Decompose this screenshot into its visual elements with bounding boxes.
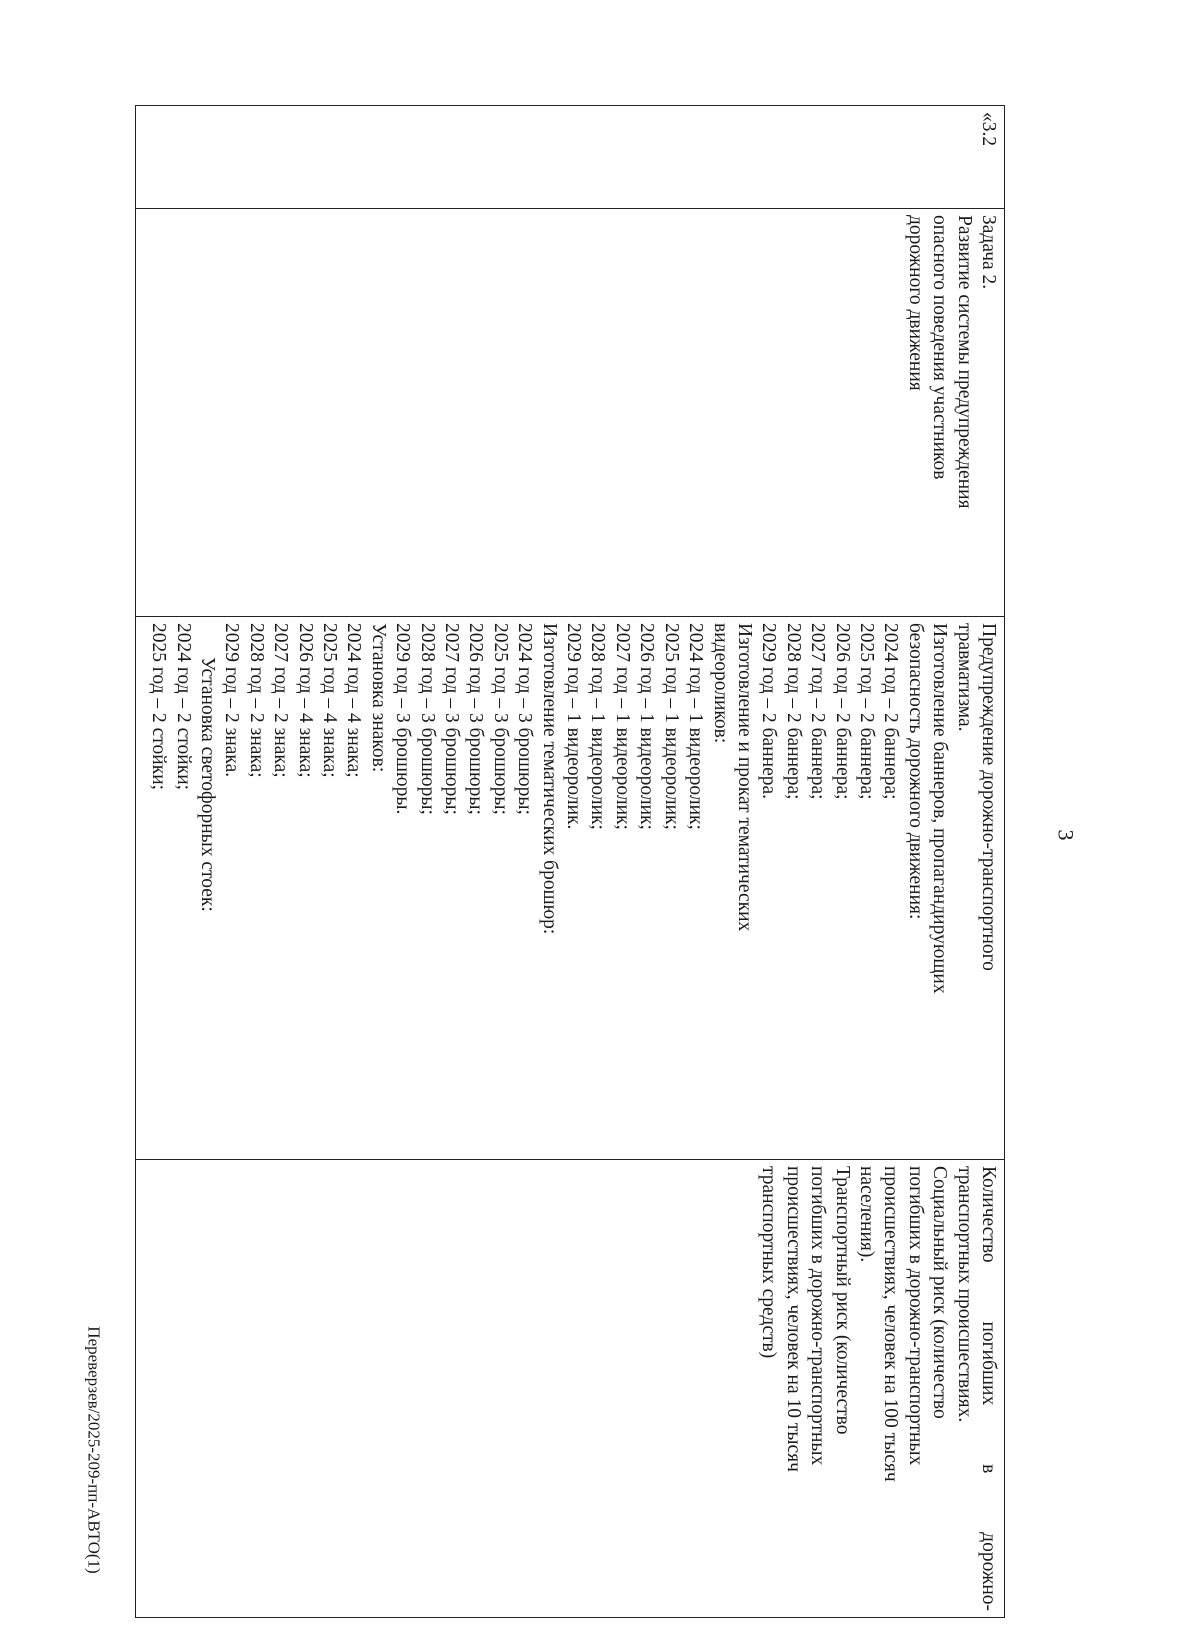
measure-line: 2024 год – 4 знака; (343, 623, 365, 778)
rotated-table-wrapper (135, 105, 1005, 1611)
measure-line: Изготовление и прокат тематических (733, 623, 755, 932)
measure-line: 2026 год – 2 баннера; (831, 623, 853, 800)
measure-line: 2024 год – 3 брошюры; (514, 623, 536, 815)
task-cell (136, 209, 1005, 617)
measure-line: Изготовление баннеров, пропагандирующих (929, 623, 951, 994)
measures-cell (136, 617, 1005, 1160)
indicator-line: населения). (855, 1166, 877, 1263)
row-number-cell (136, 106, 1005, 209)
measure-line: 2025 год – 1 видеоролик; (660, 623, 682, 830)
indicator-line: Транспортный риск (количество (831, 1166, 853, 1435)
measure-line: 2029 год – 1 видеоролик. (563, 623, 585, 830)
measure-line: Изготовление тематических брошюр: (538, 623, 560, 935)
task-line: опасного поведения участников (929, 215, 951, 480)
measure-line: 2028 год – 3 брошюры; (416, 623, 438, 815)
measure-line: 2025 год – 2 стойки; (148, 623, 170, 791)
measure-line: 2028 год – 1 видеоролик; (587, 623, 609, 830)
measure-line: 2028 год – 2 баннера; (782, 623, 804, 800)
page-number: 3 (1053, 829, 1079, 841)
measure-line: 2027 год – 2 знака; (270, 623, 292, 778)
measure-line: 2029 год – 2 знака. (221, 623, 243, 778)
measure-line: Установка знаков: (367, 623, 389, 773)
document-code: Переверзев/2025-209-пп-АВТО(1) (84, 1326, 104, 1574)
indicator-line: транспортных происшествиях. (953, 1166, 975, 1423)
indicator-line: погибших в дорожно-транспортных (807, 1166, 829, 1466)
measure-line: Установка светофорных стоек: (197, 657, 218, 912)
measure-line: 2026 год – 3 брошюры; (465, 623, 487, 815)
row-number: «3.2 (978, 112, 999, 147)
indicator-line: погибших в дорожно-транспортных (904, 1166, 926, 1466)
measure-line: 2027 год – 2 баннера; (807, 623, 829, 800)
indicator-line: Социальный риск (количество (929, 1166, 951, 1419)
measure-line: 2025 год – 4 знака; (319, 623, 341, 778)
indicator-line: транспортных средств) (758, 1166, 780, 1359)
program-table (135, 105, 1005, 1618)
measure-line: травматизма. (953, 623, 975, 732)
measure-line: 2026 год – 4 знака; (294, 623, 316, 778)
measure-line: Предупреждение дорожно-транспортного (978, 623, 999, 971)
measure-line: 2027 год – 1 видеоролик; (611, 623, 633, 830)
measure-line: 2026 год – 1 видеоролик; (636, 623, 658, 830)
measure-line: 2029 год – 2 баннера. (758, 623, 780, 800)
task-line: Развитие системы предупреждения (953, 215, 975, 509)
measure-line: 2027 год – 3 брошюры; (441, 623, 463, 815)
indicators-cell (136, 1160, 1005, 1618)
table-row (136, 106, 1005, 1618)
indicator-line: Количество погибших в дорожно- (978, 1166, 999, 1611)
indicator-line: происшествиях, человек на 10 тысяч (782, 1166, 804, 1472)
measure-line: 2025 год – 3 брошюры; (489, 623, 511, 815)
measure-line: 2029 год – 3 брошюры. (392, 623, 414, 815)
measure-line: 2024 год – 2 баннера; (880, 623, 902, 800)
measure-line: 2025 год – 2 баннера; (855, 623, 877, 800)
measure-line: 2024 год – 2 стойки; (172, 623, 194, 791)
measure-line: видеороликов: (709, 623, 731, 744)
measure-line: безопасность дорожного движения: (904, 623, 926, 920)
indicator-line: происшествиях, человек на 100 тысяч (880, 1166, 902, 1482)
measure-line: 2024 год – 1 видеоролик; (685, 623, 707, 830)
task-line: Задача 2. (978, 215, 999, 290)
measure-line: 2028 год – 2 знака; (245, 623, 267, 778)
task-line: дорожного движения (904, 215, 926, 391)
